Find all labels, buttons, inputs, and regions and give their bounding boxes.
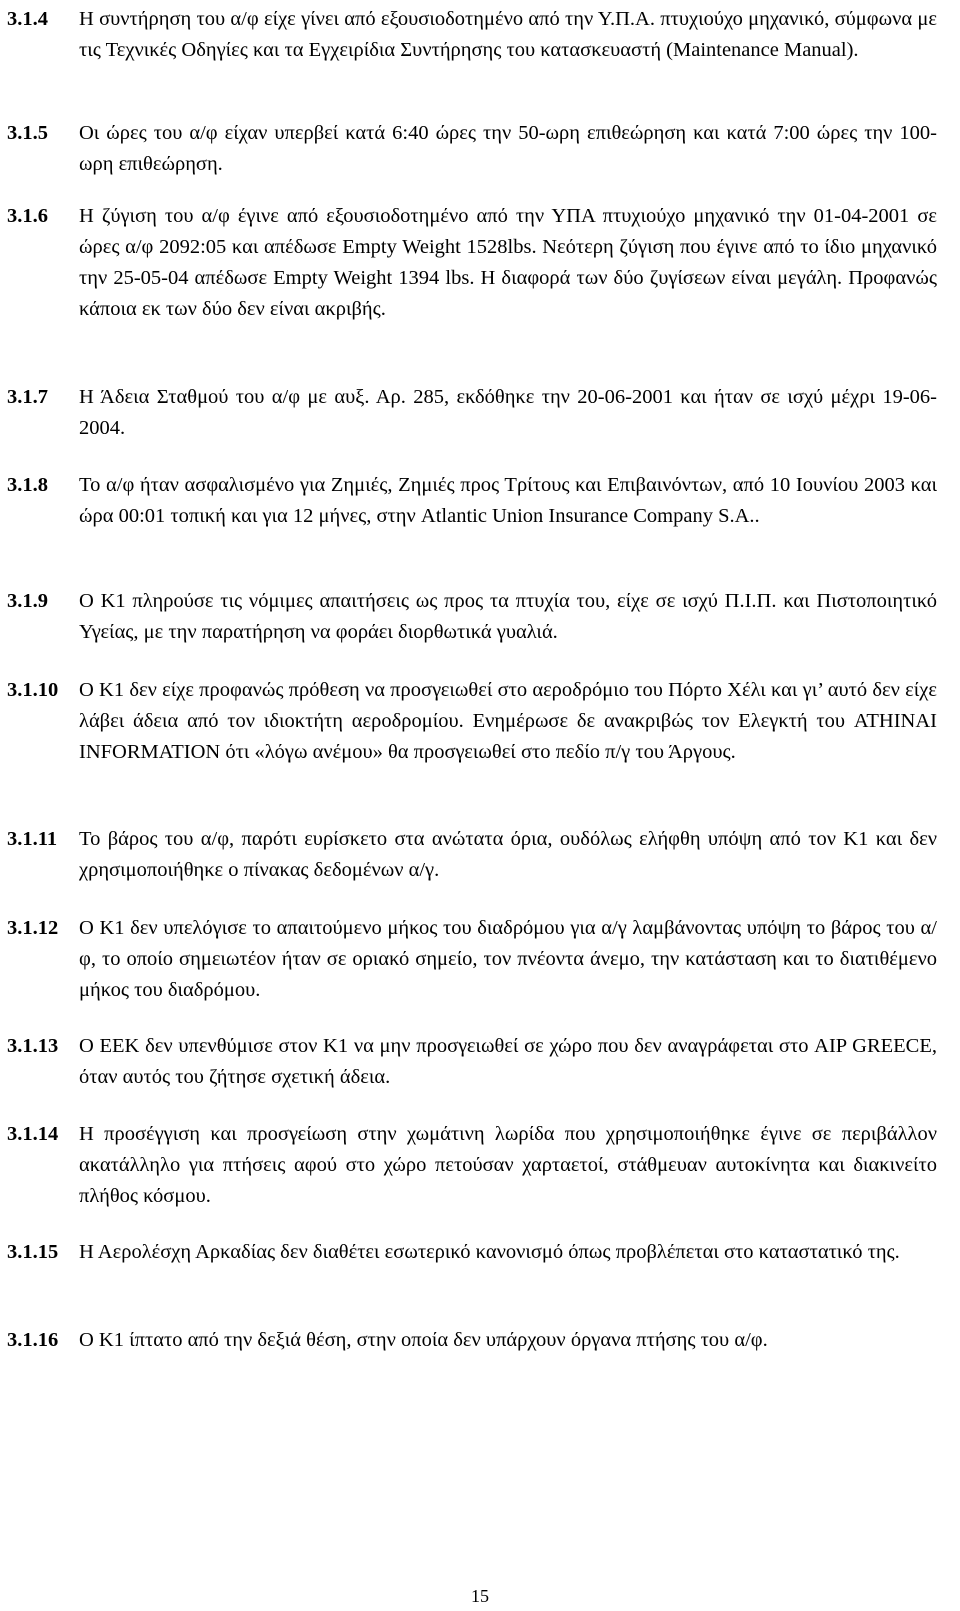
paragraph-3-1-15 (7, 1237, 947, 1268)
paragraph-3-1-13 (7, 1031, 947, 1093)
paragraph-3-1-9 (7, 586, 947, 648)
page-number: 15 (471, 1586, 489, 1606)
paragraph-3-1-4 (7, 4, 947, 66)
paragraph-number: 3.1.16 (7, 1329, 59, 1351)
paragraph-text: Ο Κ1 ίπτατο από την δεξιά θέση, στην οποία δεν υπάρχουν όργανα πτήσης του α/φ. (79, 1329, 768, 1351)
paragraph-3-1-16 (7, 1325, 947, 1356)
paragraph-3-1-11 (7, 824, 947, 886)
paragraph-text: Η συντήρηση του α/φ είχε γίνει από εξουσιοδοτημένο από την Υ.Π.Α. πτυχιούχο μηχανικό, σύμφωνα με τις Τεχνικές Οδηγίες και τα Εγχειρίδια Συντήρησης του κατασκευαστή (Maintenance Manual). (79, 8, 937, 61)
paragraph-text: Ο Κ1 δεν είχε προφανώς πρόθεση να προσγειωθεί στο αεροδρόμιο του Πόρτο Χέλι και γι’ αυτό δεν είχε λάβει άδεια από τον ιδιοκτήτη αεροδρομίου. Ενημέρωσε δε ανακριβώς τον Ελεγκτή του ATHINAI INFORMATION ότι «λόγω ανέμου» θα προσγειωθεί στο πεδίο π/γ του Άργους. (79, 679, 937, 763)
paragraph-text: Η ζύγιση του α/φ έγινε από εξουσιοδοτημένο από την ΥΠΑ πτυχιούχο μηχανικό την 01-04-2001 σε ώρες α/φ 2092:05 και απέδωσε Empty Weight 1528lbs. Νεότερη ζύγιση που έγινε από το ίδιο μηχανικό την 25-05-04 απέδωσε Empty Weight 1394 lbs. Η διαφορά των δύο ζυγίσεων είναι μεγάλη. Προφανώς κάποια εκ των δύο δεν είναι ακριβής. (79, 205, 937, 320)
paragraph-number: 3.1.6 (7, 205, 48, 227)
paragraph-3-1-8 (7, 470, 947, 532)
paragraph-text: Οι ώρες του α/φ είχαν υπερβεί κατά 6:40 ώρες την 50-ωρη επιθεώρηση και κατά 7:00 ώρες την 100-ωρη επιθεώρηση. (79, 122, 937, 175)
paragraph-text: Το α/φ ήταν ασφαλισμένο για Ζημιές, Ζημιές προς Τρίτους και Επιβαινόντων, από 10 Ιουνίου 2003 και ώρα 00:01 τοπική και για 12 μήνες, στην Atlantic Union Insurance Company S.A.. (79, 474, 937, 527)
paragraph-number: 3.1.5 (7, 122, 48, 144)
paragraph-text: Η προσέγγιση και προσγείωση στην χωμάτινη λωρίδα που χρησιμοποιήθηκε έγινε σε περιβάλλον ακατάλληλο για πτήσεις αφού στο χώρο πετούσαν χαρταετοί, στάθμευαν αυτοκίνητα και διακινείτο πλήθος κόσμου. (79, 1123, 937, 1207)
paragraph-number: 3.1.7 (7, 386, 48, 408)
paragraph-3-1-12 (7, 913, 947, 1006)
paragraph-3-1-10 (7, 675, 947, 768)
paragraph-3-1-6 (7, 201, 947, 325)
paragraph-text: Η Άδεια Σταθμού του α/φ με αυξ. Αρ. 285, εκδόθηκε την 20-06-2001 και ήταν σε ισχύ μέχρι 19-06-2004. (79, 386, 937, 439)
paragraph-number: 3.1.11 (7, 828, 58, 850)
paragraph-text: Ο Κ1 πληρούσε τις νόμιμες απαιτήσεις ως προς τα πτυχία του, είχε σε ισχύ Π.Ι.Π. και Πιστοποιητικό Υγείας, με την παρατήρηση να φοράει διορθωτικά γυαλιά. (79, 590, 937, 643)
paragraph-number: 3.1.10 (7, 679, 59, 701)
paragraph-text: Ο ΕΕΚ δεν υπενθύμισε στον Κ1 να μην προσγειωθεί σε χώρο που δεν αναγράφεται στο AIP GREECE, όταν αυτός του ζήτησε σχετική άδεια. (79, 1035, 937, 1088)
paragraph-number: 3.1.12 (7, 917, 59, 939)
paragraph-number: 3.1.9 (7, 590, 48, 612)
paragraph-number: 3.1.8 (7, 474, 48, 496)
paragraph-number: 3.1.15 (7, 1241, 59, 1263)
paragraph-number: 3.1.4 (7, 8, 48, 30)
paragraph-number: 3.1.13 (7, 1035, 59, 1057)
paragraph-3-1-5 (7, 118, 947, 180)
paragraph-3-1-7 (7, 382, 947, 444)
paragraph-3-1-14 (7, 1119, 947, 1212)
paragraph-text: Ο Κ1 δεν υπελόγισε το απαιτούμενο μήκος του διαδρόμου για α/γ λαμβάνοντας υπόψη το βάρος του α/φ, το οποίο σημειωτέον ήταν σε οριακό σημείο, τον πνέοντα άνεμο, την κατάσταση και το διατιθέμενο μήκος του διαδρόμου. (79, 917, 937, 1001)
paragraph-number: 3.1.14 (7, 1123, 59, 1145)
paragraph-text: Η Αερολέσχη Αρκαδίας δεν διαθέτει εσωτερικό κανονισμό όπως προβλέπεται στο καταστατικό της. (79, 1241, 900, 1263)
paragraph-text: Το βάρος του α/φ, παρότι ευρίσκετο στα ανώτατα όρια, ουδόλως ελήφθη υπόψη από τον Κ1 και δεν χρησιμοποιήθηκε ο πίνακας δεδομένων α/γ. (79, 828, 937, 881)
